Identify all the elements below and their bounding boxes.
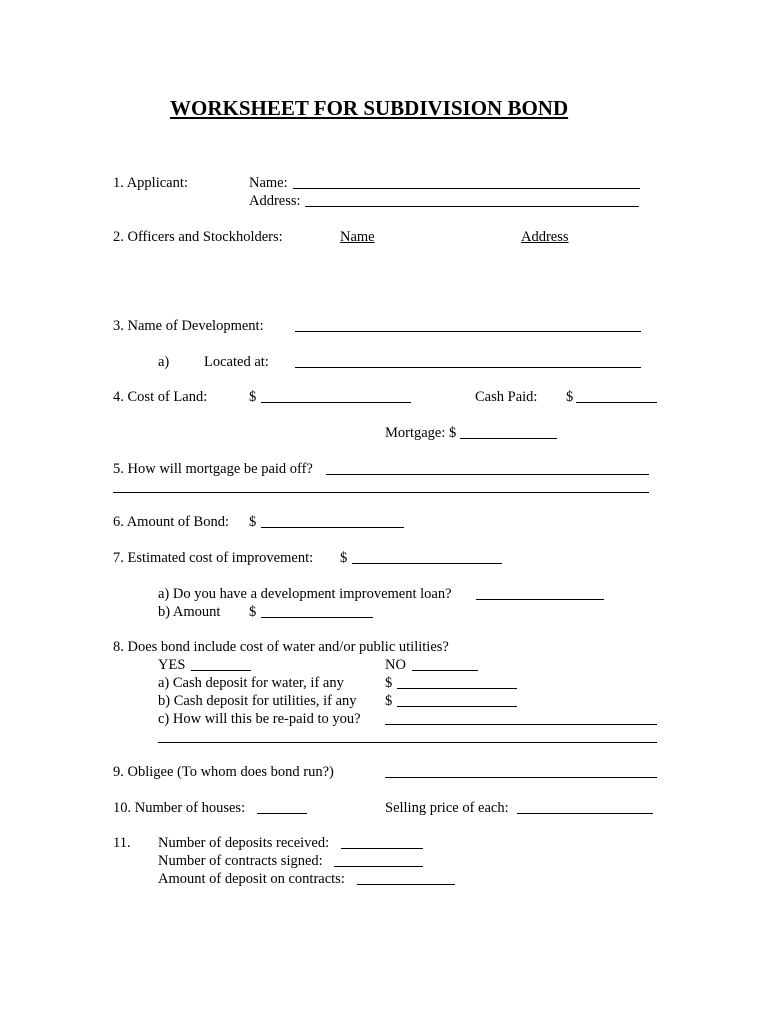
cash-paid-dollar: $: [566, 389, 574, 405]
water-deposit-label: a) Cash deposit for water, if any: [158, 675, 344, 691]
utilities-deposit-field[interactable]: [397, 706, 517, 707]
contracts-signed-label: Number of contracts signed:: [158, 853, 323, 869]
section-11-number: 11.: [113, 835, 131, 851]
obligee-field[interactable]: [385, 777, 657, 778]
improvement-loan-field[interactable]: [476, 599, 604, 600]
improvement-cost-field[interactable]: [352, 563, 502, 564]
applicant-address-field[interactable]: [305, 206, 639, 207]
bond-amount-field[interactable]: [261, 527, 404, 528]
cost-of-land-dollar: $: [249, 389, 257, 405]
deposits-received-label: Number of deposits received:: [158, 835, 330, 851]
utilities-yes-field[interactable]: [191, 670, 251, 671]
applicant-label: 1. Applicant:: [113, 175, 188, 191]
selling-price-field[interactable]: [517, 813, 653, 814]
mortgage-label: Mortgage: $: [385, 425, 457, 441]
repaid-field-2[interactable]: [158, 742, 657, 743]
houses-count-label: 10. Number of houses:: [113, 800, 246, 816]
utilities-no-label: NO: [385, 657, 406, 673]
loan-amount-dollar: $: [249, 604, 257, 620]
applicant-name-field[interactable]: [293, 188, 640, 189]
water-deposit-field[interactable]: [397, 688, 517, 689]
utilities-question-label: 8. Does bond include cost of water and/or public utilities?: [113, 639, 449, 655]
page-title: WORKSHEET FOR SUBDIVISION BOND: [170, 96, 569, 120]
mortgage-field[interactable]: [460, 438, 557, 439]
mortgage-payoff-field[interactable]: [326, 474, 649, 475]
houses-count-field[interactable]: [257, 813, 307, 814]
improvement-cost-label: 7. Estimated cost of improvement:: [113, 550, 314, 566]
obligee-label: 9. Obligee (To whom does bond run?): [113, 764, 334, 780]
deposit-amount-label: Amount of deposit on contracts:: [158, 871, 345, 887]
development-name-label: 3. Name of Development:: [113, 318, 264, 334]
utilities-no-field[interactable]: [412, 670, 478, 671]
located-at-field[interactable]: [295, 367, 641, 368]
utilities-deposit-label: b) Cash deposit for utilities, if any: [158, 693, 357, 709]
located-marker: a): [158, 354, 170, 370]
deposit-amount-field[interactable]: [357, 884, 455, 885]
development-name-field[interactable]: [295, 331, 641, 332]
utilities-yes-label: YES: [158, 657, 186, 673]
officers-address-header: Address: [521, 229, 569, 245]
bond-amount-label: 6. Amount of Bond:: [113, 514, 230, 530]
contracts-signed-field[interactable]: [334, 866, 423, 867]
improvement-cost-dollar: $: [340, 550, 348, 566]
cost-of-land-field[interactable]: [261, 402, 411, 403]
repaid-label: c) How will this be re-paid to you?: [158, 711, 361, 727]
officers-label: 2. Officers and Stockholders:: [113, 229, 283, 245]
cash-paid-label: Cash Paid:: [475, 389, 538, 405]
deposits-received-field[interactable]: [341, 848, 423, 849]
applicant-name-label: Name:: [249, 175, 288, 191]
loan-amount-label: b) Amount: [158, 604, 221, 620]
applicant-address-label: Address:: [249, 193, 301, 209]
repaid-field[interactable]: [385, 724, 657, 725]
utilities-deposit-dollar: $: [385, 693, 393, 709]
cash-paid-field[interactable]: [576, 402, 657, 403]
improvement-loan-label: a) Do you have a development improvement loan?: [158, 586, 452, 602]
water-deposit-dollar: $: [385, 675, 393, 691]
mortgage-payoff-field-2[interactable]: [113, 492, 649, 493]
officers-name-header: Name: [340, 229, 375, 245]
mortgage-payoff-label: 5. How will mortgage be paid off?: [113, 461, 313, 477]
located-label: Located at:: [204, 354, 269, 370]
loan-amount-field[interactable]: [261, 617, 373, 618]
selling-price-label: Selling price of each:: [385, 800, 509, 816]
cost-of-land-label: 4. Cost of Land:: [113, 389, 208, 405]
bond-amount-dollar: $: [249, 514, 257, 530]
